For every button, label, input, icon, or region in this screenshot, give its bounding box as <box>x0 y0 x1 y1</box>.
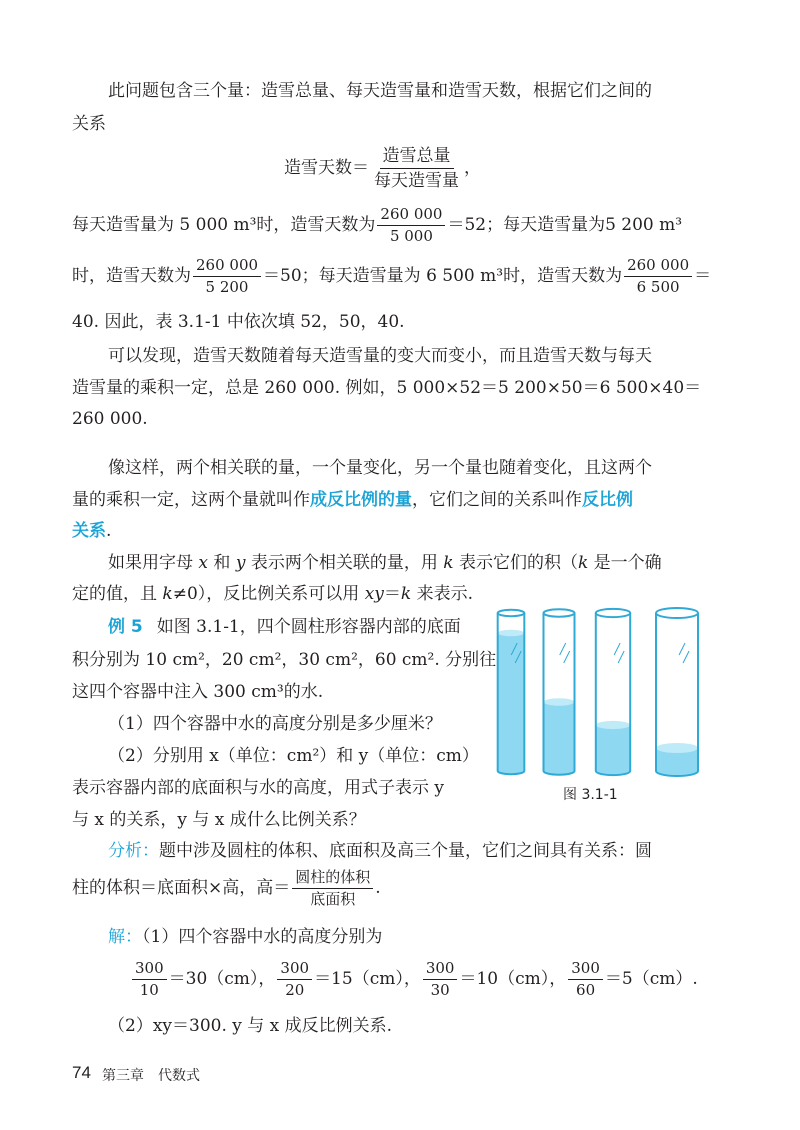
text: ≠0），反比例关系可以用 <box>172 584 365 604</box>
term-relation: 关系 <box>72 521 106 541</box>
water-surface <box>498 630 525 636</box>
fraction <box>193 256 261 297</box>
fraction-numerator: 300 <box>132 959 167 980</box>
fraction-numerator: 300 <box>568 959 603 980</box>
definition-line <box>72 519 111 543</box>
fraction-denominator: 10 <box>139 981 159 999</box>
text: 表示两个相关联的量，用 <box>245 553 444 573</box>
fraction-denominator: 6 500 <box>636 278 680 296</box>
fraction-numerator: 260 000 <box>624 256 692 277</box>
fraction-result: ＝5（cm）. <box>604 969 698 989</box>
var-k: k <box>162 584 173 604</box>
fraction-numerator: 260 000 <box>193 256 261 277</box>
var-y: y <box>235 553 246 573</box>
water-surface <box>596 721 630 729</box>
text: . <box>375 878 381 898</box>
page-number: 74 <box>72 1063 91 1082</box>
paragraph-line: 表示容器内部的底面积与水的高度，用式子表示 y <box>72 778 445 798</box>
glass-highlight <box>683 651 689 663</box>
fraction <box>624 256 692 297</box>
text: 时，造雪天数为 <box>72 266 191 286</box>
text: （1）四个容器中水的高度分别为 <box>142 927 383 947</box>
fraction-denominator: 5 200 <box>205 278 249 296</box>
figure-caption: 图 3.1-1 <box>563 787 618 803</box>
fraction <box>292 868 373 909</box>
fraction <box>371 145 462 192</box>
paragraph-line: 此问题包含三个量：造雪总量、每天造雪量和造雪天数，根据它们之间的 <box>108 81 652 101</box>
fraction-denominator: 底面积 <box>310 890 356 908</box>
text: ＝50；每天造雪量为 6 500 m³时，造雪天数为 <box>263 266 623 286</box>
fraction-numerator: 300 <box>277 959 312 980</box>
text: 和 <box>208 553 236 573</box>
calc-line-2 <box>72 254 711 298</box>
water-fill <box>498 633 525 774</box>
cylinder-rim <box>543 609 574 616</box>
cylinder-rim <box>656 608 698 618</box>
text: . <box>106 521 112 541</box>
definition-line <box>72 488 633 512</box>
text: 是一个确 <box>588 553 662 573</box>
paragraph-line: 积分别为 10 cm²，20 cm²，30 cm²，60 cm². 分别往 <box>72 650 497 670</box>
paragraph-line: 可以发现，造雪天数随着每天造雪量的变大而变小，而且造雪天数与每天 <box>108 346 652 366</box>
punctuation: ， <box>464 158 481 178</box>
fraction-numerator: 260 000 <box>377 205 445 226</box>
text: 题中涉及圆柱的体积、底面积及高三个量，它们之间具有关系：圆 <box>159 841 652 861</box>
fraction-numerator: 圆柱的体积 <box>292 868 373 889</box>
text: 每天造雪量为 5 000 m³时，造雪天数为 <box>72 215 376 235</box>
glass-highlight <box>560 643 566 655</box>
fraction-denominator: 每天造雪量 <box>374 171 459 191</box>
cylinder-rim <box>498 610 525 616</box>
term-inverse-proportional-quantities: 成反比例的量 <box>310 490 412 510</box>
question-1: （1）四个容器中水的高度分别是多少厘米？ <box>108 714 442 734</box>
var-k: k <box>400 584 412 604</box>
water-fill <box>543 702 574 775</box>
glass-highlight <box>564 651 570 663</box>
text: ＝ <box>383 584 401 604</box>
text: 来表示. <box>411 584 474 604</box>
text: 定的值，且 <box>72 584 163 604</box>
water-fill <box>596 725 630 775</box>
chapter-title: 第三章 代数式 <box>102 1068 200 1084</box>
cylinder-container <box>498 610 525 774</box>
fraction <box>423 959 458 1000</box>
cylinder-container <box>656 608 698 776</box>
formula-lhs: 造雪天数＝ <box>284 158 369 178</box>
glass-highlight <box>614 643 620 655</box>
paragraph-line: 像这样，两个相关联的量，一个量变化，另一个量也随着变化，且这两个 <box>108 458 652 478</box>
glass-highlight <box>679 643 685 655</box>
paragraph-line <box>72 582 473 606</box>
var-xy: xy <box>364 584 384 604</box>
fraction-result: ＝15（cm）， <box>314 969 421 989</box>
text: ＝52；每天造雪量为5 200 m³ <box>447 215 683 235</box>
text: ＝ <box>694 266 712 286</box>
text: 如果用字母 <box>108 553 199 573</box>
cylinder-rim <box>596 609 630 617</box>
solution-line: （2）xy＝300. y 与 x 成反比例关系. <box>108 1016 393 1036</box>
text: 量的乘积一定，这两个量就叫作 <box>72 490 310 510</box>
analysis-label: 分析： <box>108 841 159 861</box>
solution-line <box>108 925 382 949</box>
paragraph-line: 260 000. <box>72 409 148 429</box>
paragraph-line: 这四个容器中注入 300 cm³的水. <box>72 682 324 702</box>
fraction <box>277 959 312 1000</box>
fraction-numerator: 300 <box>423 959 458 980</box>
example-line <box>108 615 461 639</box>
paragraph-line: 40. 因此，表 3.1-1 中依次填 52，50，40. <box>72 312 405 332</box>
glass-highlight <box>618 651 624 663</box>
analysis-line <box>72 864 381 912</box>
paragraph-line: 造雪量的乘积一定，总是 260 000. 例如，5 000×52＝5 200×50＝6 500×40＝ <box>72 378 702 398</box>
var-k: k <box>443 553 454 573</box>
fraction <box>132 959 167 1000</box>
fraction-result: ＝30（cm）， <box>168 969 276 989</box>
water-surface <box>543 698 574 705</box>
term-inverse-proportion: 反比例 <box>582 490 633 510</box>
cylinder-container <box>596 609 630 775</box>
fraction-numerator: 造雪总量 <box>380 145 454 169</box>
fraction-denominator: 30 <box>430 981 450 999</box>
var-k: k <box>577 553 589 573</box>
analysis-line <box>108 839 652 863</box>
question-2: （2）分别用 x（单位：cm²）和 y（单位：cm） <box>108 746 479 766</box>
calc-line-1 <box>72 203 682 247</box>
fraction-denominator: 60 <box>576 981 596 999</box>
text: ，它们之间的关系叫作 <box>412 490 582 510</box>
fraction-result: ＝10（cm）， <box>459 969 567 989</box>
text: 表示它们的积（ <box>453 553 578 573</box>
fraction <box>377 205 445 246</box>
text: 如图 3.1-1，四个圆柱形容器内部的底面 <box>156 617 461 637</box>
water-surface <box>656 743 698 753</box>
var-x: x <box>198 553 208 573</box>
solution-label: 解： <box>108 927 142 947</box>
paragraph-line <box>108 551 662 575</box>
fraction <box>568 959 603 1000</box>
cylinders-figure <box>495 605 715 780</box>
formula-snow-days <box>284 144 481 192</box>
text: 柱的体积＝底面积×高，高＝ <box>72 878 291 898</box>
paragraph-line: 与 x 的关系，y 与 x 成什么比例关系？ <box>72 810 366 830</box>
fraction-denominator: 20 <box>285 981 305 999</box>
cylinder-container <box>543 609 574 774</box>
example-label: 例 5 <box>108 617 143 637</box>
paragraph-line: 关系 <box>72 114 106 134</box>
fraction-denominator: 5 000 <box>389 227 433 245</box>
solution-fractions <box>130 955 698 1003</box>
